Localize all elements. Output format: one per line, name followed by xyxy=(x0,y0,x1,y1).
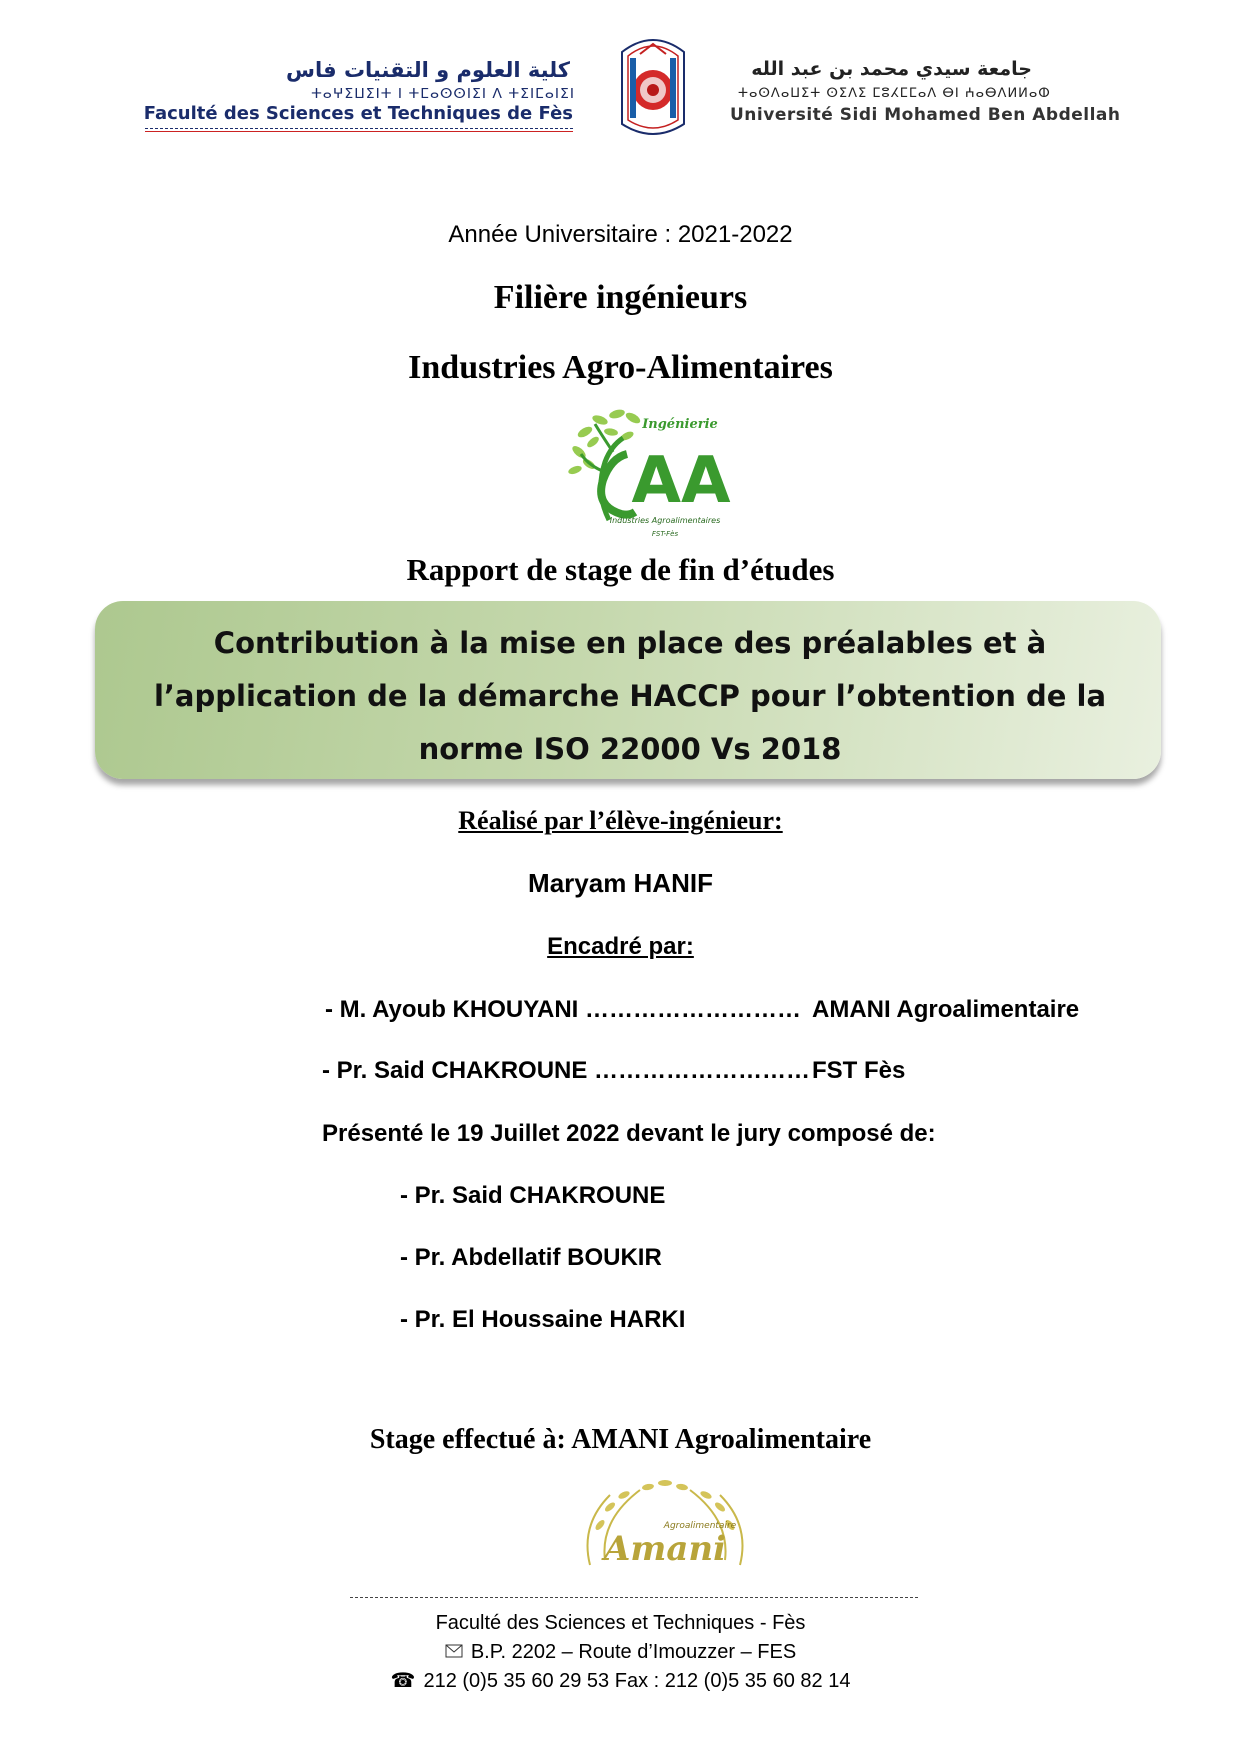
jury-member: - Pr. Abdellatif BOUKIR xyxy=(400,1244,662,1271)
report-type: Rapport de stage de fin d’études xyxy=(406,552,835,587)
supervisor-name: - M. Ayoub KHOUYANI ……………………… xyxy=(325,996,802,1023)
logo-subtitle-2: FST-Fès xyxy=(651,530,679,538)
report-title: Contribution à la mise en place des préalables et à l’application de la démarche HACCP pour l’obtention de la norme ISO 22000 Vs 2018 xyxy=(153,626,1107,766)
author-label: Réalisé par l’élève-ingénieur: xyxy=(458,806,783,835)
university-name-tifinagh: ⵜⴰⵙⴷⴰⵡⵉⵜ ⵙⵉⴷⵉ ⵎⵓⵃⵎⵎⴰⴷ ⴱⵏ ⵄⴰⴱⴷⵍⵍⴰⵀ xyxy=(738,86,1051,101)
mail-icon xyxy=(445,1641,463,1664)
amani-logo-name: Amani xyxy=(603,1529,727,1569)
faculty-name-tifinagh: ⵜⴰⵖⵉⵡⵉⵏⵜ ⵏ ⵜⵎⴰⵙⵙⵏⵉⵏ ⴷ ⵜⵉⵏⵎⴰⵏⵉⵏ xyxy=(311,86,575,102)
faculty-header xyxy=(100,58,620,132)
phone-icon: ☎ xyxy=(390,1670,416,1692)
program-title: Filière ingénieurs xyxy=(493,279,748,316)
specialty-title: Industries Agro-Alimentaires xyxy=(408,349,833,386)
university-name-french: Université Sidi Mohamed Ben Abdellah xyxy=(730,105,1121,125)
footer-phone xyxy=(0,1668,1241,1693)
university-seal-logo xyxy=(612,32,694,140)
logo-mark: AA xyxy=(631,444,731,518)
university-name-arabic: جامعة سيدي محمد بن عبد الله xyxy=(751,58,1032,80)
faculty-name-arabic: كلية العلوم و التقنيات فاس xyxy=(286,58,570,82)
jury-member: - Pr. El Houssaine HARKI xyxy=(400,1306,686,1333)
faculty-name-french: Faculté des Sciences et Techniques de Fès xyxy=(143,103,573,124)
amani-logo-small-text: Agroalimentaire xyxy=(663,1521,737,1531)
footer-faculty: Faculté des Sciences et Techniques - Fès xyxy=(435,1612,806,1634)
supervisor-org: FST Fès xyxy=(812,1057,906,1084)
author-name: Maryam HANIF xyxy=(528,868,713,898)
iaa-program-logo xyxy=(565,402,740,542)
supervisor-org: AMANI Agroalimentaire xyxy=(812,996,1080,1023)
header-rule xyxy=(145,131,573,132)
footer-phone-text: 212 (0)5 35 60 29 53 Fax : 212 (0)5 35 60 82 14 xyxy=(423,1670,851,1692)
footer-address-text: B.P. 2202 – Route d’Imouzzer – FES xyxy=(470,1641,797,1663)
supervisors-label: Encadré par: xyxy=(547,933,694,960)
defense-statement: Présenté le 19 Juillet 2022 devant le jury composé de: xyxy=(322,1120,936,1147)
logo-subtitle: Industries Agroalimentaires xyxy=(609,516,721,525)
supervisor-name: - Pr. Said CHAKROUNE ……………………… xyxy=(322,1057,811,1084)
footer-address xyxy=(0,1641,1241,1664)
internship-location: Stage effectué à: AMANI Agroalimentaire xyxy=(369,1424,872,1455)
amani-company-logo xyxy=(560,1465,770,1580)
footer-rule xyxy=(350,1597,918,1598)
academic-year: Année Universitaire : 2021-2022 xyxy=(448,221,793,248)
university-header xyxy=(722,58,1122,125)
logo-top-text: Ingénierie xyxy=(642,417,718,432)
header-rule xyxy=(145,128,573,129)
jury-member: - Pr. Said CHAKROUNE xyxy=(400,1182,666,1209)
